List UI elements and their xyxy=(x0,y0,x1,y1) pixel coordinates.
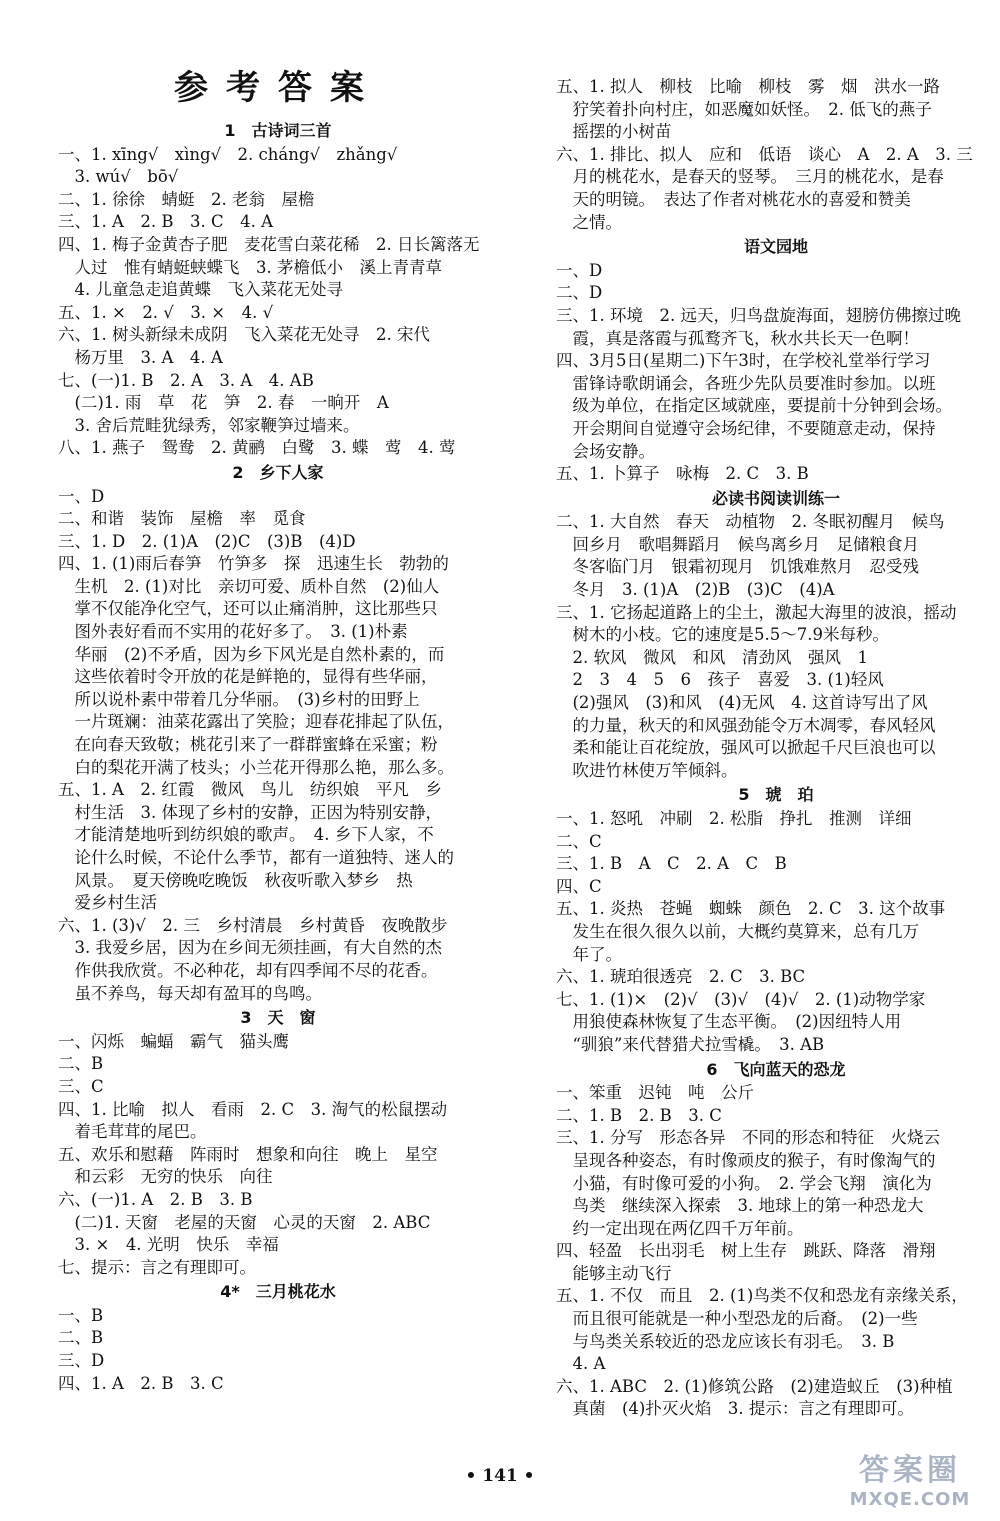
watermark-chars: 答案圈 xyxy=(859,1453,961,1488)
answer-line: 二、1. B 2. B 3. C xyxy=(556,1105,722,1125)
answer-line: 和云彩 无穷的快乐 向往 xyxy=(58,1167,273,1187)
answer-line: (二)1. 雨 草 花 笋 2. 春 一晌开 A xyxy=(58,393,389,413)
watermark-logo xyxy=(830,1445,990,1515)
answer-line: 三、1. D 2. (1)A (2)C (3)B (4)D xyxy=(58,531,356,551)
section-title: 语文园地 xyxy=(743,237,808,257)
answer-line: 六、1. 排比、拟人 应和 低语 谈心 A 2. A 3. 三 xyxy=(556,144,973,164)
answer-line: 二、B xyxy=(58,1328,104,1348)
answer-line: 用狼使森林恢复了生态平衡。 (2)因纽特人用 xyxy=(556,1012,902,1032)
answer-line: 爱乡村生活 xyxy=(58,893,157,913)
answer-line: 三、1. 它扬起道路上的尘土，激起大海里的波浪，摇动 xyxy=(556,602,957,622)
answer-line: “驯狼”来代替猎犬拉雪橇。 3. AB xyxy=(556,1034,825,1054)
answer-line: 五、1. 拟人 柳枝 比喻 柳枝 雾 烟 洪水一路 xyxy=(556,77,940,96)
answer-line: 能够主动飞行 xyxy=(556,1263,672,1283)
answer-line: 树木的小枝。它的速度是5.5～7.9米每秒。 xyxy=(556,625,889,645)
answer-line: 年了。 xyxy=(556,944,622,964)
answer-line: 人过 惟有蜻蜓蛱蝶飞 3. 茅檐低小 溪上青青草 xyxy=(58,257,442,277)
answer-line: 三、1. 环境 2. 远天，归鸟盘旋海面，翅膀仿佛擦过晚 xyxy=(556,305,961,325)
answer-line: 二、和谐 装饰 屋檐 率 觅食 xyxy=(58,509,306,529)
answer-line: 五、1. A 2. 红霞 微风 鸟儿 纺织娘 平凡 乡 xyxy=(58,780,442,800)
answer-line: 一、B xyxy=(58,1305,104,1325)
answer-line: 一、D xyxy=(556,260,603,280)
page-number: • 141 • xyxy=(465,1466,535,1486)
answer-line: 小猫，有时像可爱的小狗。 2. 学会飞翔 演化为 xyxy=(556,1173,932,1193)
answer-line: 雷锋诗歌朗诵会，各班少先队员要准时参加。以班 xyxy=(556,373,936,393)
answer-line: (2)强风 (3)和风 (4)无风 4. 这首诗写出了风 xyxy=(556,693,928,713)
answer-line: 回乡月 歌唱舞蹈月 候鸟离乡月 足储粮食月 xyxy=(556,534,919,554)
section-title: 必读书阅读训练一 xyxy=(711,488,840,508)
answer-line: 三、1. A 2. B 3. C 4. A xyxy=(58,212,274,232)
answer-line: 一、1. 怒吼 冲刷 2. 松脂 挣扎 推测 详细 xyxy=(556,809,912,828)
answer-line: (二)1. 天窗 老屋的天窗 心灵的天窗 2. ABC xyxy=(58,1212,431,1232)
answer-line: 4. A xyxy=(556,1354,606,1374)
answer-line: 村生活 3. 体现了乡村的安静，正因为特别安静， xyxy=(58,802,442,822)
answer-line: 四、3月5日(星期二)下午3时，在学校礼堂举行学习 xyxy=(556,351,931,371)
answer-line: 五、1. 不仅 而且 2. (1)鸟类不仅和恐龙有亲缘关系， xyxy=(556,1286,968,1306)
answer-line: 六、1. 树头新绿未成阴 飞入菜花无处寻 2. 宋代 xyxy=(58,325,430,345)
answer-line: 冬月 3. (1)A (2)B (3)C (4)A xyxy=(556,580,835,600)
answer-line: 作供我欣赏。不必种花，却有四季闻不尽的花香。 xyxy=(58,960,438,980)
answer-line: 霞，真是落霞与孤鹜齐飞，秋水共长天一色啊！ xyxy=(556,328,919,348)
answer-line: 3. 我爱乡居，因为在乡间无须挂画，有大自然的杰 xyxy=(58,938,442,958)
answer-line: 五、1. × 2. √ 3. × 4. √ xyxy=(58,302,274,322)
answer-line: 着毛茸茸的尾巴。 xyxy=(58,1122,207,1142)
answer-line: 一、闪烁 蝙蝠 霸气 猫头鹰 xyxy=(58,1031,289,1051)
answer-line: 四、1. 梅子金黄杏子肥 麦花雪白菜花稀 2. 日长篱落无 xyxy=(58,234,480,254)
answer-line: 月的桃花水，是春天的竖琴。 三月的桃花水，是春 xyxy=(556,167,944,187)
answer-line: 一、D xyxy=(58,486,105,506)
answer-line: 而且很可能就是一种小型恐龙的后裔。 (2)一些 xyxy=(556,1309,918,1329)
section-title: 1 古诗词三首 xyxy=(224,121,332,140)
answer-line: 一片斑斓：油菜花露出了笑脸；迎春花排起了队伍， xyxy=(58,712,454,732)
answer-line: 与鸟类关系较近的恐龙应该长有羽毛。 3. B xyxy=(556,1331,895,1351)
answer-line: 虽不养鸟，每天却有盈耳的鸟鸣。 xyxy=(58,983,322,1003)
answer-line: 白的梨花开满了枝头；小兰花开得那么艳，那么多。 xyxy=(58,757,454,777)
answer-line: 3. 舍后荒畦犹绿秀，邻家鞭笋过墙来。 xyxy=(58,415,360,435)
right-column xyxy=(556,76,996,1421)
answer-line: 开会期间自觉遵守会场纪律，不要随意走动，保持 xyxy=(556,418,936,438)
answer-line: 五、1. 卜算子 咏梅 2. C 3. B xyxy=(556,464,809,484)
answer-line: 四、1. 比喻 拟人 看雨 2. C 3. 淘气的松鼠摆动 xyxy=(58,1099,448,1119)
answer-line: 生机 2. (1)对比 亲切可爱、质朴自然 (2)仙人 xyxy=(58,576,440,596)
left-answers xyxy=(58,120,498,1395)
answer-line: 真菌 (4)扑灭火焰 3. 提示：言之有理即可。 xyxy=(556,1399,914,1419)
answer-line: 摇摆的小树苗 xyxy=(556,122,672,142)
answer-line: 所以说朴素中带着几分华丽。 (3)乡村的田野上 xyxy=(58,689,420,709)
answer-line: 二、1. 大自然 春天 动植物 2. 冬眠初醒月 候鸟 xyxy=(556,512,945,532)
answer-line: 二、D xyxy=(556,283,603,303)
answer-line: 三、C xyxy=(58,1076,104,1096)
answer-line: 二、B xyxy=(58,1054,104,1074)
answer-line: 三、1. B A C 2. A C B xyxy=(556,854,787,874)
answer-line: 五、1. 炎热 苍蝇 蜘蛛 颜色 2. C 3. 这个故事 xyxy=(556,899,946,919)
answer-line: 2. 软风 微风 和风 清劲风 强风 1 xyxy=(556,647,868,667)
answer-line: 2 3 4 5 6 孩子 喜爱 3. (1)轻风 xyxy=(556,670,884,690)
answer-line: 七、1. (1)× (2)√ (3)√ (4)√ 2. (1)动物学家 xyxy=(556,989,926,1009)
answer-line: 四、C xyxy=(556,876,602,896)
answer-line: 会场安静。 xyxy=(556,441,655,461)
right-answers xyxy=(556,76,996,1421)
answer-line: 风景。 夏天傍晚吃晚饭 秋夜听歌入梦乡 热 xyxy=(58,870,413,890)
section-title: 5 琥 珀 xyxy=(738,785,814,805)
answer-line: 三、D xyxy=(58,1351,105,1371)
answer-line: 四、1. (1)雨后春笋 竹笋多 探 迅速生长 勃勃的 xyxy=(58,554,449,574)
page-title: 参考答案 xyxy=(174,68,382,108)
answer-line: 天的明镜。 表达了作者对桃花水的喜爱和赞美 xyxy=(556,189,911,209)
answer-line: 吹进竹林使万竿倾斜。 xyxy=(556,760,738,780)
answer-line: 七、提示：言之有理即可。 xyxy=(58,1257,256,1277)
section-title: 3 天 窗 xyxy=(240,1008,316,1028)
answer-line: 3. wú√ bō√ xyxy=(58,167,179,187)
answer-line: 狞笑着扑向村庄，如恶魔如妖怪。 2. 低飞的燕子 xyxy=(556,99,932,119)
answer-line: 二、1. 徐徐 蜻蜓 2. 老翁 屋檐 xyxy=(58,189,315,209)
answer-line: 二、C xyxy=(556,831,602,851)
answer-line: 华丽 (2)不矛盾，因为乡下风光是自然朴素的，而 xyxy=(58,644,445,664)
answer-line: 呈现各种姿态，有时像顽皮的猴子，有时像淘气的 xyxy=(556,1150,936,1170)
answer-line: 冬客临门月 银霜初现月 饥饿难熬月 忍受残 xyxy=(556,557,919,577)
answer-line: 柔和能让百花绽放，强风可以掀起千尺巨浪也可以 xyxy=(556,738,936,758)
answer-line: 论什么时候，不论什么季节，都有一道独特、迷人的 xyxy=(58,848,454,867)
answer-line: 三、1. 分写 形态各异 不同的形态和特征 火烧云 xyxy=(556,1128,940,1148)
answer-line: 3. × 4. 光明 快乐 幸福 xyxy=(58,1235,279,1255)
answer-line: 级为单位，在指定区域就座，要提前十分钟到会场。 xyxy=(556,396,952,416)
answer-line: 杨万里 3. A 4. A xyxy=(58,347,223,367)
answer-line: 一、笨重 迟钝 吨 公斤 xyxy=(556,1083,754,1103)
section-title: 2 乡下人家 xyxy=(232,462,324,482)
answer-line: 在向春天致敬；桃花引来了一群群蜜蜂在采蜜；粉 xyxy=(58,735,438,755)
answer-line: 四、1. A 2. B 3. C xyxy=(58,1373,224,1393)
answer-line: 的力量，秋天的和风强劲能令万木凋零，春风轻风 xyxy=(556,715,936,735)
answer-line: 4. 儿童急走追黄蝶 飞入菜花无处寻 xyxy=(58,280,343,300)
section-title: 4* 三月桃花水 xyxy=(220,1282,336,1302)
answer-line: 才能清楚地听到纺织娘的歌声。 4. 乡下人家，不 xyxy=(58,825,434,845)
answer-line: 之情。 xyxy=(556,212,622,232)
answer-line: 这些依着时令开放的花是鲜艳的，显得有些华丽， xyxy=(58,667,438,687)
answer-line: 六、1. ABC 2. (1)修筑公路 (2)建造蚁丘 (3)种植 xyxy=(556,1376,953,1396)
answer-line: 六、1. (3)√ 2. 三 乡村清晨 乡村黄昏 夜晚散步 xyxy=(58,915,448,935)
left-column xyxy=(58,60,498,1395)
answer-line: 约一定出现在两亿四千万年前。 xyxy=(556,1218,804,1238)
section-title: 6 飞向蓝天的恐龙 xyxy=(706,1059,846,1079)
answer-line: 四、轻盈 长出羽毛 树上生存 跳跃、降落 滑翔 xyxy=(556,1241,936,1261)
answer-line: 七、(一)1. B 2. A 3. A 4. AB xyxy=(58,370,314,390)
answer-line: 六、(一)1. A 2. B 3. B xyxy=(58,1189,253,1209)
answer-line: 五、欢乐和慰藉 阵雨时 想象和向往 晚上 星空 xyxy=(58,1144,438,1164)
answer-line: 一、1. xīng√ xìng√ 2. cháng√ zhǎng√ xyxy=(58,144,398,164)
answer-line: 发生在很久很久以前，大概约莫算来，总有几万 xyxy=(556,921,919,941)
answer-line: 掌不仅能净化空气，还可以止痛消肿，这比那些只 xyxy=(58,599,438,619)
answer-line: 图外表好看而不实用的花好多了。 3. (1)朴素 xyxy=(58,622,408,642)
watermark-site: MXQE.COM xyxy=(849,1489,971,1510)
answer-line: 六、1. 琥珀很透亮 2. C 3. BC xyxy=(556,967,806,987)
answer-line: 鸟类 继续深入探索 3. 地球上的第一种恐龙大 xyxy=(556,1196,924,1216)
answer-line: 八、1. 燕子 鸳鸯 2. 黄鹂 白鹭 3. 蝶 莺 4. 莺 xyxy=(58,438,456,458)
